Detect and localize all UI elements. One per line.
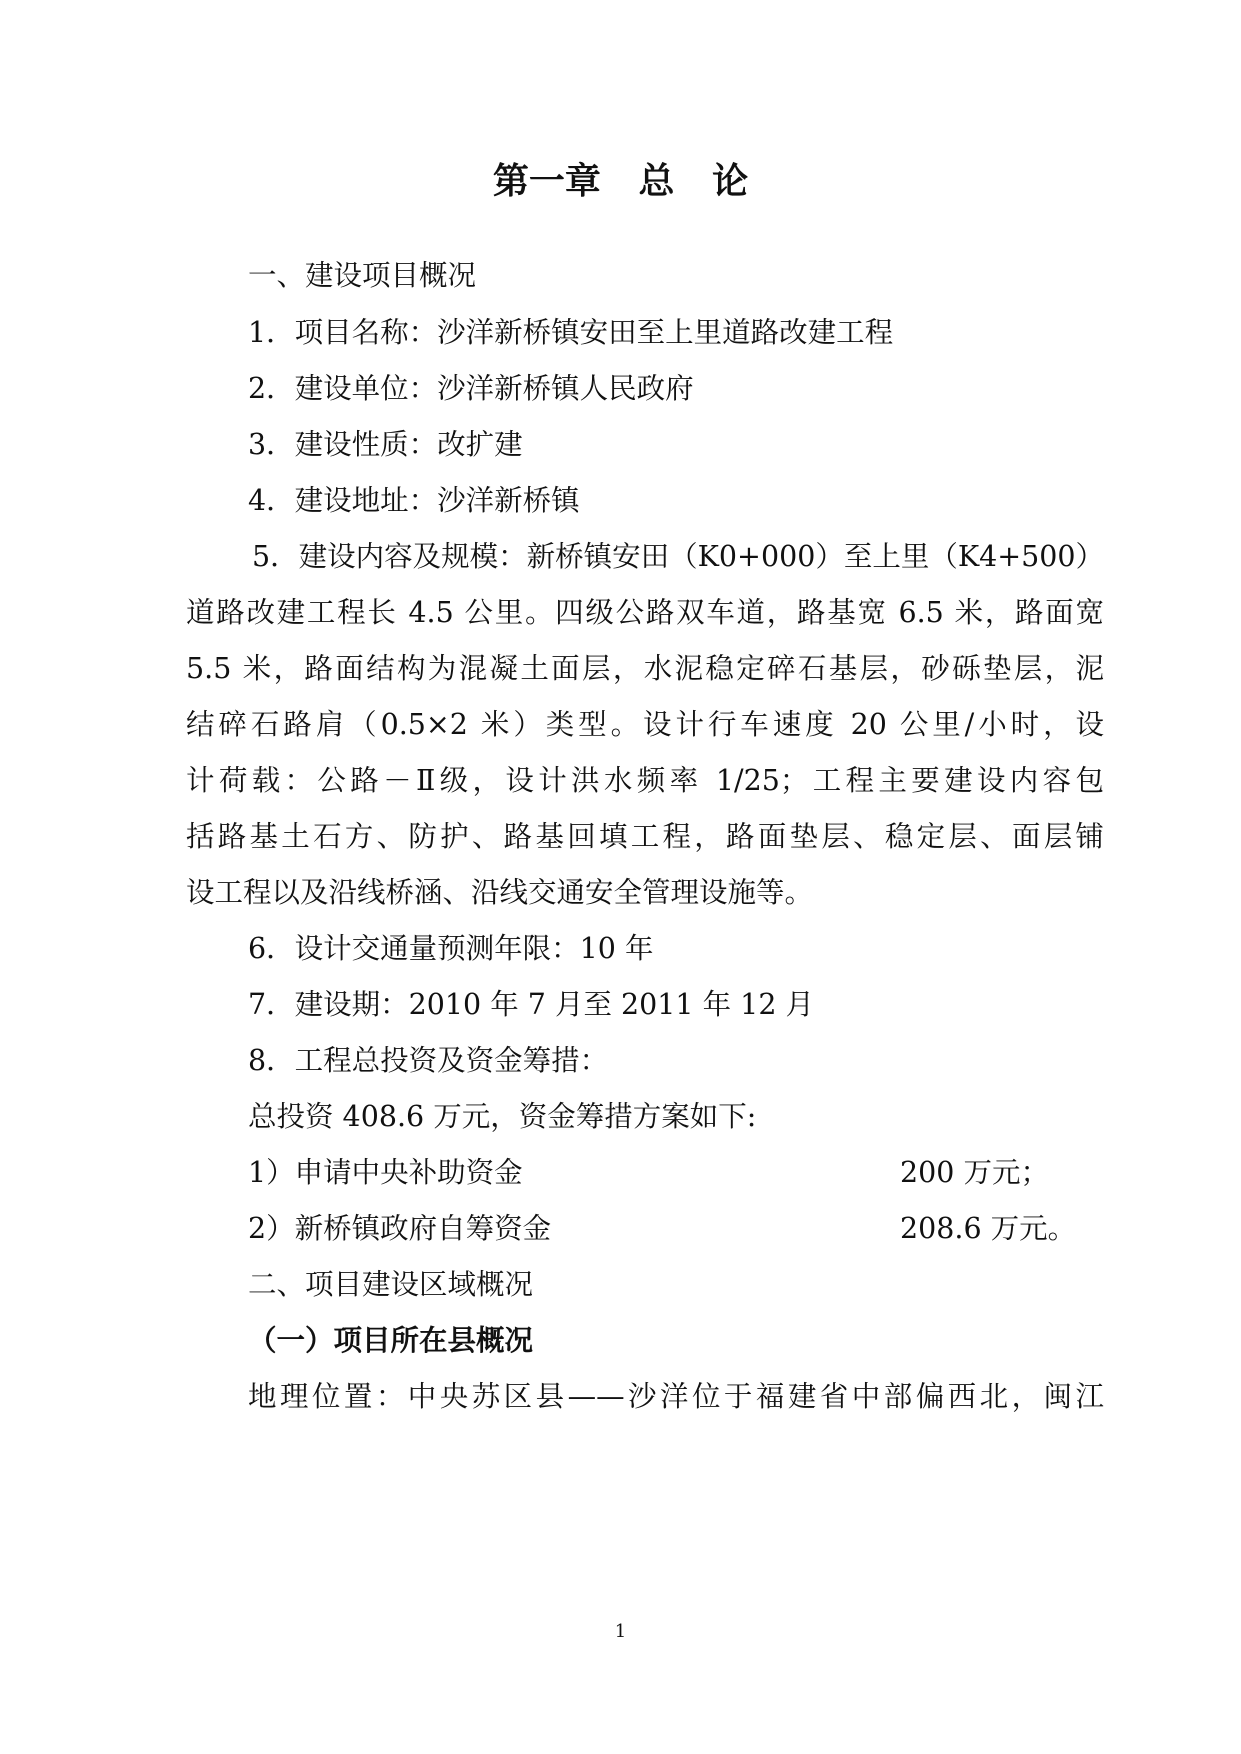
item-construction-nature: 3．建设性质：改扩建 <box>248 428 523 461</box>
item-project-name: 1．项目名称：沙洋新桥镇安田至上里道路改建工程 <box>248 316 894 349</box>
item-construction-address: 4．建设地址：沙洋新桥镇 <box>248 484 580 517</box>
funding-label-1: 1）申请中央补助资金 <box>248 1156 523 1189</box>
item5-line-1: 5．建设内容及规模：新桥镇安田（K0+000）至上里（K4+500） <box>252 540 1105 573</box>
section-heading-1: 一、建设项目概况 <box>248 259 477 292</box>
item-investment: 8．工程总投资及资金筹措： <box>248 1044 609 1077</box>
funding-label-2: 2）新桥镇政府自筹资金 <box>248 1212 552 1245</box>
item-construction-period: 7．建设期：2010 年 7 月至 2011 年 12 月 <box>248 988 815 1021</box>
item-traffic-forecast: 6．设计交通量预测年限：10 年 <box>248 932 654 965</box>
item5-line-5: 计荷载：公路－Ⅱ级，设计洪水频率 1/25；工程主要建设内容包 <box>186 764 1104 797</box>
item5-line-3: 5.5 米，路面结构为混凝土面层，水泥稳定碎石基层，砂砾垫层，泥 <box>186 652 1104 685</box>
funding-amount-2: 208.6 万元。 <box>900 1212 1077 1245</box>
page-number: 1 <box>614 1621 627 1642</box>
funding-amount-1: 200 万元； <box>900 1156 1049 1189</box>
item-construction-unit: 2．建设单位：沙洋新桥镇人民政府 <box>248 372 694 405</box>
geography-text: 地理位置：中央苏区县——沙洋位于福建省中部偏西北，闽江 <box>248 1380 1104 1413</box>
item5-line-4: 结碎石路肩（0.5×2 米）类型。设计行车速度 20 公里/小时，设 <box>186 708 1104 741</box>
subsection-heading: （一）项目所在县概况 <box>248 1324 534 1357</box>
item5-line-2: 道路改建工程长 4.5 公里。四级公路双车道，路基宽 6.5 米，路面宽 <box>186 596 1104 629</box>
item5-line-7: 设工程以及沿线桥涵、沿线交通安全管理设施等。 <box>186 876 814 909</box>
item5-line-6: 括路基土石方、防护、路基回填工程，路面垫层、稳定层、面层铺 <box>186 820 1104 853</box>
chapter-title: 第一章 总 论 <box>492 161 749 202</box>
section-heading-2: 二、项目建设区域概况 <box>248 1268 534 1301</box>
investment-total: 总投资 408.6 万元，资金筹措方案如下: <box>248 1100 757 1133</box>
